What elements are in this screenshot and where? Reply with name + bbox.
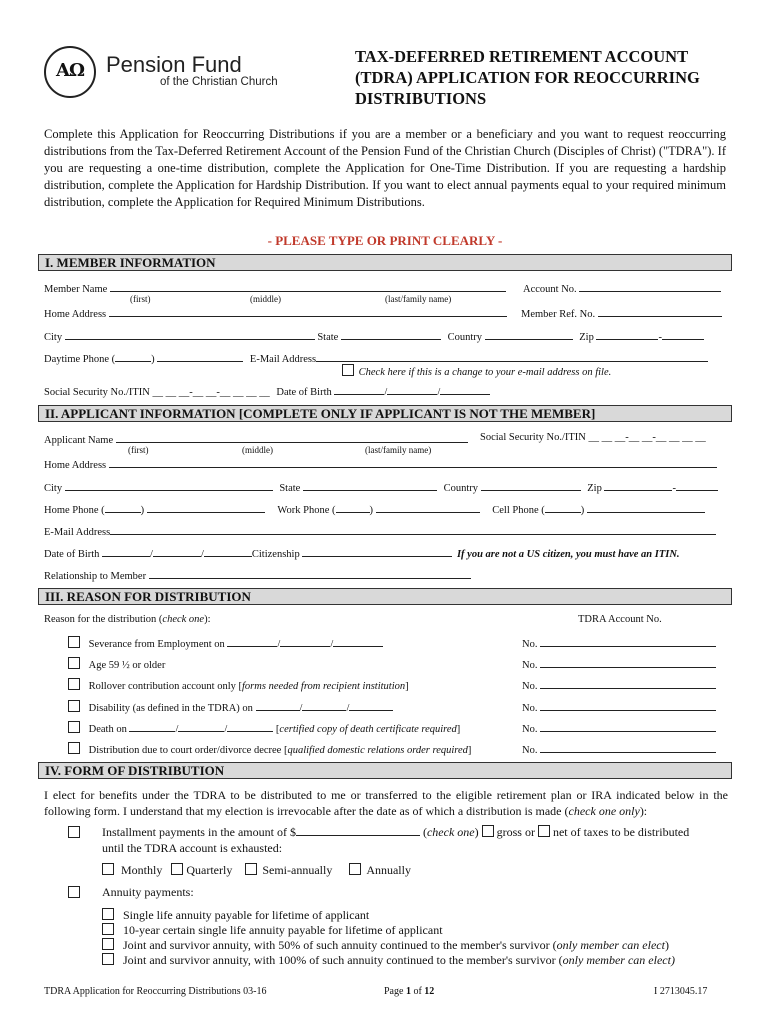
applicant-name-row: Applicant Name — [44, 432, 468, 446]
work-phone-field[interactable] — [376, 502, 480, 513]
tdra-no-5: No. — [522, 721, 716, 735]
severance-day-field[interactable] — [280, 636, 330, 647]
work-area-code-field[interactable] — [336, 502, 370, 513]
applicant-zip-field[interactable] — [604, 480, 672, 491]
applicant-state-field[interactable] — [303, 480, 437, 491]
applicant-city-field[interactable] — [65, 480, 273, 491]
quarterly-checkbox[interactable] — [171, 863, 183, 875]
cell-area-code-field[interactable] — [545, 502, 581, 513]
age-checkbox[interactable] — [68, 657, 80, 669]
cell-phone-field[interactable] — [587, 502, 705, 513]
net-checkbox[interactable] — [538, 825, 550, 837]
death-year-field[interactable] — [227, 721, 273, 732]
tdra-no-field-6[interactable] — [540, 742, 716, 753]
tdra-no-2: No. — [522, 657, 716, 671]
home-address-row: Home Address — [44, 306, 507, 320]
state-field[interactable] — [341, 329, 441, 340]
account-no-row: Account No. — [523, 281, 721, 295]
reason-prompt: Reason for the distribution (check one): — [44, 614, 211, 625]
severance-checkbox[interactable] — [68, 636, 80, 648]
logo-subtitle: of the Christian Church — [160, 76, 278, 88]
applicant-caption-first: (first) — [128, 445, 149, 455]
member-name-row: Member Name — [44, 281, 506, 295]
country-field[interactable] — [485, 329, 573, 340]
footer-form-name: TDRA Application for Reoccurring Distributions 03-16 — [44, 986, 267, 997]
applicant-dob-day-field[interactable] — [153, 546, 201, 557]
member-ref-field[interactable] — [598, 306, 722, 317]
death-day-field[interactable] — [178, 721, 224, 732]
annuity-option-2: 10-year certain single life annuity payable for lifetime of applicant — [102, 922, 443, 938]
applicant-city-row: City State Country Zip - — [44, 480, 718, 494]
dob-year-field[interactable] — [440, 384, 490, 395]
annuity-1-checkbox[interactable] — [102, 908, 114, 920]
itin-note: If you are not a US citizen, you must have an ITIN. — [456, 549, 680, 560]
zip-ext-field[interactable] — [662, 329, 704, 340]
annuity-4-checkbox[interactable] — [102, 953, 114, 965]
zip-field[interactable] — [596, 329, 658, 340]
email-field[interactable] — [316, 351, 708, 362]
applicant-country-field[interactable] — [481, 480, 581, 491]
section-reason-for-distribution: III. REASON FOR DISTRIBUTION — [38, 588, 732, 605]
annuity-option-1: Single life annuity payable for lifetime of applicant — [102, 907, 369, 923]
relationship-row: Relationship to Member — [44, 568, 471, 582]
relationship-field[interactable] — [149, 568, 471, 579]
tdra-no-field-5[interactable] — [540, 721, 716, 732]
tdra-no-4: No. — [522, 700, 716, 714]
installment-checkbox-wrap — [68, 826, 80, 840]
annuity-3-checkbox[interactable] — [102, 938, 114, 950]
rollover-checkbox[interactable] — [68, 678, 80, 690]
reason-severance: Severance from Employment on / / — [68, 636, 383, 650]
intro-paragraph: Complete this Application for Reoccurring Distributions if you are a member or a beneficiary and you want to request reoccurring distributions from the Tax-Deferred Retirement Account of the Pension Fund of the Christian Church (Disciples of Christ) ("TDRA"). If you are requesting a one-time distribution, complete the Application for One-Time Distribution. If you are requesting a hardship distribution, complete the Application for Hardship Distribution. If you want to elect annual payments equal to your required minimum distribution, complete the Application for Required Minimum Distributions. — [44, 127, 726, 209]
form-intro: I elect for benefits under the TDRA to be distributed to me or transferred to the eligible retirement plan or IRA indicated below in the following form. I understand that my election is irrevocable after the date as of which a distribution is made (check one only): — [44, 788, 728, 818]
applicant-home-address-field[interactable] — [109, 457, 717, 468]
dob-month-field[interactable] — [334, 384, 384, 395]
applicant-caption-middle: (middle) — [242, 445, 273, 455]
section-applicant-information: II. APPLICANT INFORMATION [COMPLETE ONLY IF APPLICANT IS NOT THE MEMBER] — [38, 405, 732, 422]
applicant-dob-row: Date of Birth / / Citizenship If you are not a US citizen, you must have an ITIN. — [44, 546, 680, 560]
applicant-email-field[interactable] — [110, 524, 716, 535]
footer-page-number: Page 1 of 12 — [384, 986, 435, 997]
ssn-dob-row: Social Security No./ITIN __ __ __-__ __-__ __ __ __ Date of Birth / / — [44, 384, 490, 398]
citizenship-field[interactable] — [302, 546, 452, 557]
tdra-account-no-header: TDRA Account No. — [578, 614, 662, 625]
section-member-information: I. MEMBER INFORMATION — [38, 254, 732, 271]
alpha-omega-icon: ΑΩ — [56, 60, 84, 81]
applicant-phones-row: Home Phone ( ) Work Phone ( ) Cell Phone ( ) — [44, 502, 705, 516]
phone-email-row: Daytime Phone ( ) E-Mail Address — [44, 351, 708, 365]
applicant-name-field[interactable] — [116, 432, 468, 443]
tdra-no-6: No. — [522, 742, 716, 756]
print-clearly-notice: - PLEASE TYPE OR PRINT CLEARLY - — [267, 233, 503, 248]
member-ref-row: Member Ref. No. — [521, 306, 722, 320]
email-change-checkbox[interactable] — [342, 364, 354, 376]
caption-last: (last/family name) — [385, 294, 452, 304]
installment-line1: Installment payments in the amount of $ (check one) gross or net of taxes to be distributed — [102, 825, 690, 839]
tdra-no-field-2[interactable] — [540, 657, 716, 668]
applicant-zip-ext-field[interactable] — [676, 480, 718, 491]
caption-first: (first) — [130, 294, 151, 304]
applicant-dob-month-field[interactable] — [102, 546, 150, 557]
severance-month-field[interactable] — [227, 636, 277, 647]
daytime-area-code-field[interactable] — [115, 351, 151, 362]
annuity-2-checkbox[interactable] — [102, 923, 114, 935]
frequency-row: Monthly Quarterly Semi-annually Annually — [102, 862, 411, 878]
reason-rollover: Rollover contribution account only [forms needed from recipient institution] — [68, 678, 409, 692]
account-no-field[interactable] — [579, 281, 721, 292]
applicant-caption-last: (last/family name) — [365, 445, 432, 455]
daytime-phone-field[interactable] — [157, 351, 243, 362]
applicant-dob-year-field[interactable] — [204, 546, 252, 557]
installment-amount-field[interactable] — [296, 825, 420, 836]
severance-year-field[interactable] — [333, 636, 383, 647]
page-title: TAX-DEFERRED RETIREMENT ACCOUNT (TDRA) APPLICATION FOR REOCCURRING DISTRIBUTIONS — [355, 47, 700, 108]
installment-checkbox[interactable] — [68, 826, 80, 838]
home-area-code-field[interactable] — [105, 502, 141, 513]
city-field[interactable] — [65, 329, 315, 340]
email-change-row: Check here if this is a change to your e-mail address on file. — [342, 364, 611, 378]
reason-disability: Disability (as defined in the TDRA) on / / — [68, 700, 393, 714]
disability-checkbox[interactable] — [68, 700, 80, 712]
ssn-field[interactable]: __ __ __-__ __-__ __ __ __ — [152, 387, 270, 398]
annually-checkbox[interactable] — [349, 863, 361, 875]
applicant-ssn-field[interactable]: __ __ __-__ __-__ __ __ __ — [588, 432, 706, 443]
tdra-no-field-1[interactable] — [540, 636, 716, 647]
installment-line2: until the TDRA account is exhausted: — [102, 841, 283, 855]
annuity-label: Annuity payments: — [102, 885, 194, 899]
member-name-field[interactable] — [110, 281, 506, 292]
tdra-no-1: No. — [522, 636, 716, 650]
monthly-checkbox[interactable] — [102, 863, 114, 875]
semi-annually-checkbox[interactable] — [245, 863, 257, 875]
reason-age: Age 59 ½ or older — [68, 657, 165, 671]
applicant-home-address-row: Home Address — [44, 457, 717, 471]
annuity-checkbox-wrap — [68, 886, 80, 900]
disability-day-field[interactable] — [302, 700, 346, 711]
disability-month-field[interactable] — [256, 700, 300, 711]
annuity-option-4: Joint and survivor annuity, with 100% of such annuity continued to the member's survivor (only member can elect) — [102, 952, 675, 968]
reason-court-order: Distribution due to court order/divorce decree [qualified domestic relations order required] — [68, 742, 471, 756]
tdra-no-field-3[interactable] — [540, 678, 716, 689]
home-address-field[interactable] — [109, 306, 507, 317]
home-phone-field[interactable] — [147, 502, 265, 513]
annuity-checkbox[interactable] — [68, 886, 80, 898]
gross-checkbox[interactable] — [482, 825, 494, 837]
logo-name: Pension Fund — [106, 52, 242, 77]
dob-day-field[interactable] — [387, 384, 437, 395]
death-month-field[interactable] — [129, 721, 175, 732]
caption-middle: (middle) — [250, 294, 281, 304]
tdra-no-3: No. — [522, 678, 716, 692]
footer-doc-id: I 2713045.17 — [654, 986, 708, 997]
reason-death: Death on / / [certified copy of death certificate required] — [68, 721, 460, 735]
applicant-email-row: E-Mail Address — [44, 524, 716, 538]
applicant-ssn-row: Social Security No./ITIN __ __ __-__ __-__ __ __ __ — [480, 432, 706, 443]
death-checkbox[interactable] — [68, 721, 80, 733]
section-form-of-distribution: IV. FORM OF DISTRIBUTION — [38, 762, 732, 779]
city-row: City State Country Zip - — [44, 329, 704, 343]
annuity-option-3: Joint and survivor annuity, with 50% of such annuity continued to the member's survivor (only member can elect) — [102, 937, 669, 953]
court-order-checkbox[interactable] — [68, 742, 80, 754]
disability-year-field[interactable] — [349, 700, 393, 711]
tdra-no-field-4[interactable] — [540, 700, 716, 711]
